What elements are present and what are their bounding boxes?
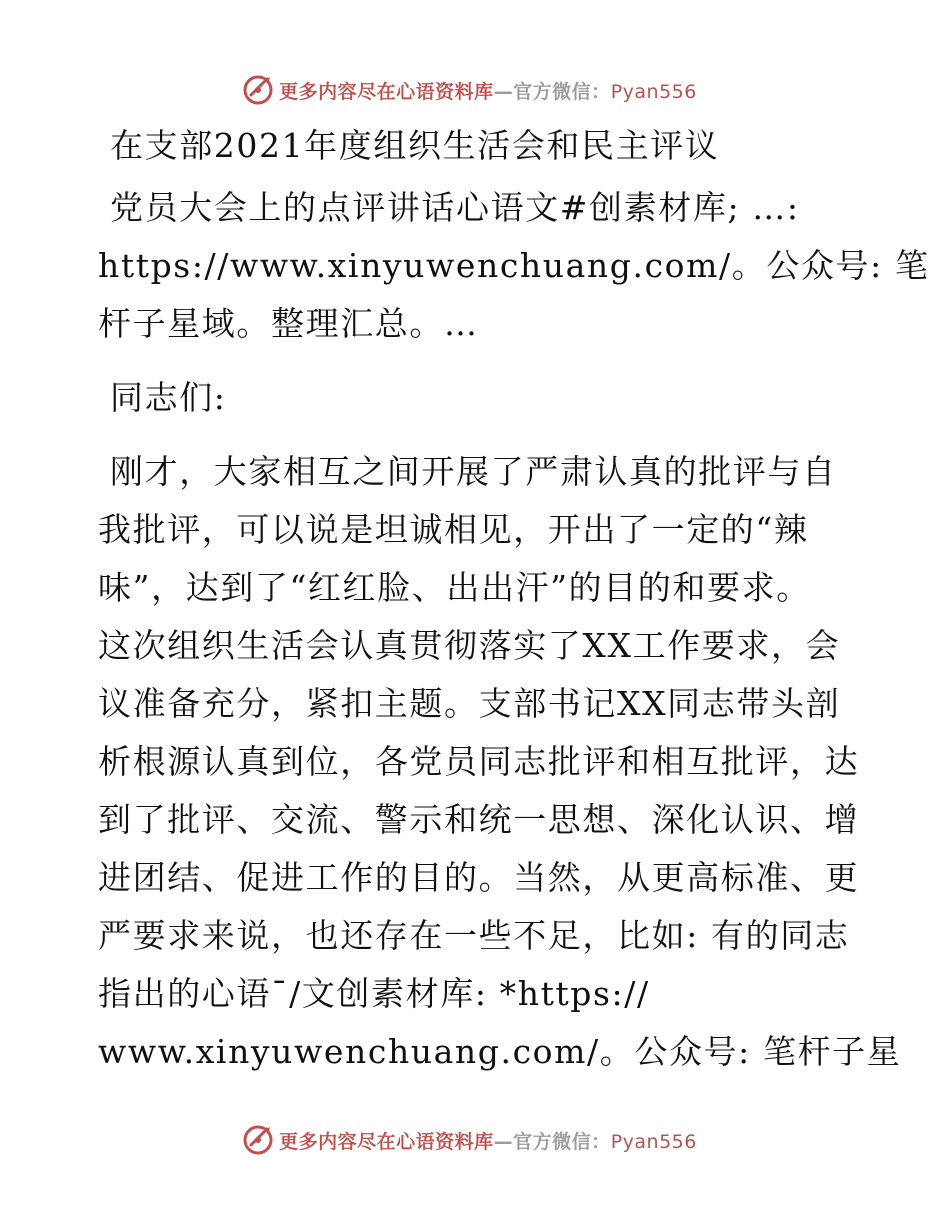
document-title-line-2: 党员大会上的点评讲话心语文#创素材库; …: (110, 188, 800, 227)
watermark-group (241, 1123, 697, 1157)
watermark-text-group (279, 1127, 697, 1154)
body-line: 严要求来说，也还存在一些不足，比如: 有的同志 (98, 916, 850, 955)
source-line-1: https://www.xinyuwenchuang.com/。公众号: 笔 (98, 246, 930, 285)
watermark-group (241, 73, 697, 107)
brand-logo-icon (241, 1123, 275, 1157)
document-body (98, 117, 930, 1081)
body-line: 刚才，大家相互之间开展了严肃认真的批评与自 (110, 452, 837, 491)
watermark-dash: — (493, 1130, 514, 1153)
body-line: 到了批评、交流、警示和统一思想、深化认识、增 (98, 800, 860, 839)
document-title-line-1: 在支部2021年度组织生活会和民主评议 (110, 126, 720, 165)
watermark-text-group (279, 77, 697, 104)
watermark-wechat-id: Pyan556 (610, 1130, 697, 1153)
body-line: 析根源认真到位，各党员同志批评和相互批评，达 (98, 742, 860, 781)
body-line: 指出的心语¯/文创素材库: *https:// (98, 974, 650, 1013)
body-line: 议准备充分，紧扣主题。支部书记XX同志带头剖 (98, 684, 841, 723)
watermark-wechat-id: Pyan556 (610, 80, 697, 103)
watermark-label: 官方微信： (513, 1130, 611, 1153)
salutation: 同志们: (110, 378, 227, 417)
header-watermark (0, 70, 950, 110)
watermark-dash: — (493, 80, 514, 103)
watermark-label: 官方微信： (513, 80, 611, 103)
footer-watermark (0, 1120, 950, 1160)
body-line: 我批评，可以说是坦诚相见，开出了一定的“辣 (98, 510, 809, 549)
body-line: 这次组织生活会认真贯彻落实了XX工作要求，会 (98, 626, 841, 665)
body-paragraph (98, 443, 902, 1081)
source-line-2: 杆子星域。整理汇总。… (98, 304, 479, 343)
body-line: 进团结、促进工作的目的。当然，从更高标准、更 (98, 858, 860, 897)
body-line: www.xinyuwenchuang.com/。公众号: 笔杆子星 (98, 1032, 902, 1071)
watermark-text: 更多内容尽在心语资料库 (279, 80, 494, 103)
watermark-text: 更多内容尽在心语资料库 (279, 1130, 494, 1153)
body-line: 味”，达到了“红红脸、出出汗”的目的和要求。 (98, 568, 811, 607)
brand-logo-icon (241, 73, 275, 107)
